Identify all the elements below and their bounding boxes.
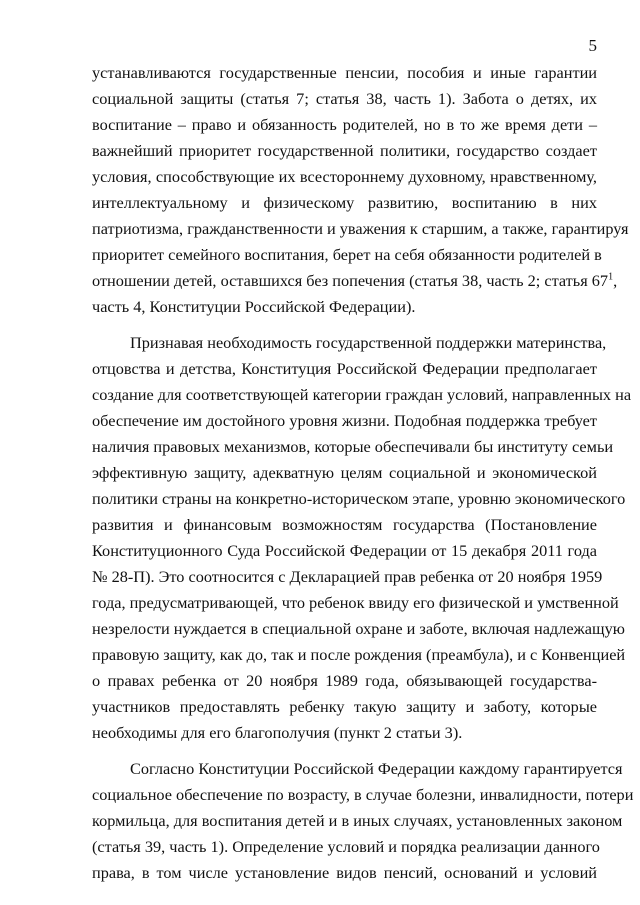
text-line: социальной защиты (статья 7; статья 38, часть 1). Забота о детях, их [92, 89, 597, 108]
text-line: развития и финансовым возможностям государства (Постановление [92, 515, 597, 534]
text-line: воспитание – право и обязанность родителей, но в то же время дети – [92, 115, 597, 134]
text-segment: отношении детей, оставшихся без попечения (статья 38, часть 2; статья 67 [92, 271, 609, 290]
text-line: часть 4, Конституции Российской Федерации). [92, 297, 416, 316]
text-line: (статья 39, часть 1). Определение условий и порядка реализации данного [92, 837, 600, 856]
text-line: участников предоставлять ребенку такую защиту и заботу, которые [92, 697, 597, 716]
text-line: о правах ребенка от 20 ноября 1989 года, обязывающей государства- [92, 671, 597, 690]
text-line: патриотизма, гражданственности и уважения к старшим, а также, гарантируя [92, 219, 629, 238]
text-line: отцовства и детства, Конституция Российской Федерации предполагает [92, 359, 597, 378]
text-line: Конституционного Суда Российской Федерации от 15 декабря 2011 года [92, 541, 597, 560]
paragraph-spacing [92, 320, 597, 330]
text-line: наличия правовых механизмов, которые обеспечивали бы институту семьи [92, 437, 614, 456]
paragraph-1 [92, 60, 629, 320]
text-line: необходимы для его благополучия (пункт 2 статьи 3). [92, 723, 463, 742]
text-line: политики страны на конкретно-историческом этапе, уровню экономического [92, 489, 626, 508]
text-line: № 28-П). Это соотносится с Декларацией прав ребенка от 20 ноября 1959 [92, 567, 603, 586]
text-line-with-footnote [92, 268, 618, 294]
text-line: обеспечение им достойного уровня жизни. Подобная поддержка требует [92, 411, 597, 430]
text-line: создание для соответствующей категории граждан условий, направленных на [92, 385, 632, 404]
text-line: эффективную защиту, адекватную целям социальной и экономической [92, 463, 597, 482]
page-number: 5 [588, 36, 597, 55]
paragraph-2 [92, 330, 632, 746]
paragraph-spacing [92, 746, 597, 756]
text-line: правовую защиту, как до, так и после рождения (преамбула), и с Конвенцией [92, 645, 626, 664]
text-line: социальное обеспечение по возрасту, в случае болезни, инвалидности, потери [92, 785, 634, 804]
superscript: 1 [608, 271, 614, 283]
text-line: кормильца, для воспитания детей и в иных случаях, установленных законом [92, 811, 623, 830]
text-line: права, в том числе установление видов пенсий, оснований и условий [92, 863, 597, 882]
text-segment: , [613, 271, 618, 290]
text-line: незрелости нуждается в специальной охране и заботе, включая надлежащую [92, 619, 625, 638]
text-line: Согласно Конституции Российской Федерации каждому гарантируется [130, 759, 623, 778]
document-body [92, 60, 634, 886]
text-line: Признавая необходимость государственной поддержки материнства, [130, 333, 607, 352]
text-line: года, предусматривающей, что ребенок ввиду его физической и умственной [92, 593, 619, 612]
paragraph-3 [92, 756, 634, 886]
text-line: интеллектуальному и физическому развитию, воспитанию в них [92, 193, 597, 212]
text-line: условия, способствующие их всестороннему духовному, нравственному, [92, 167, 597, 186]
text-line: устанавливаются государственные пенсии, пособия и иные гарантии [92, 63, 597, 82]
text-line: важнейший приоритет государственной политики, государство создает [92, 141, 597, 160]
text-line: приоритет семейного воспитания, берет на себя обязанности родителей в [92, 245, 602, 264]
